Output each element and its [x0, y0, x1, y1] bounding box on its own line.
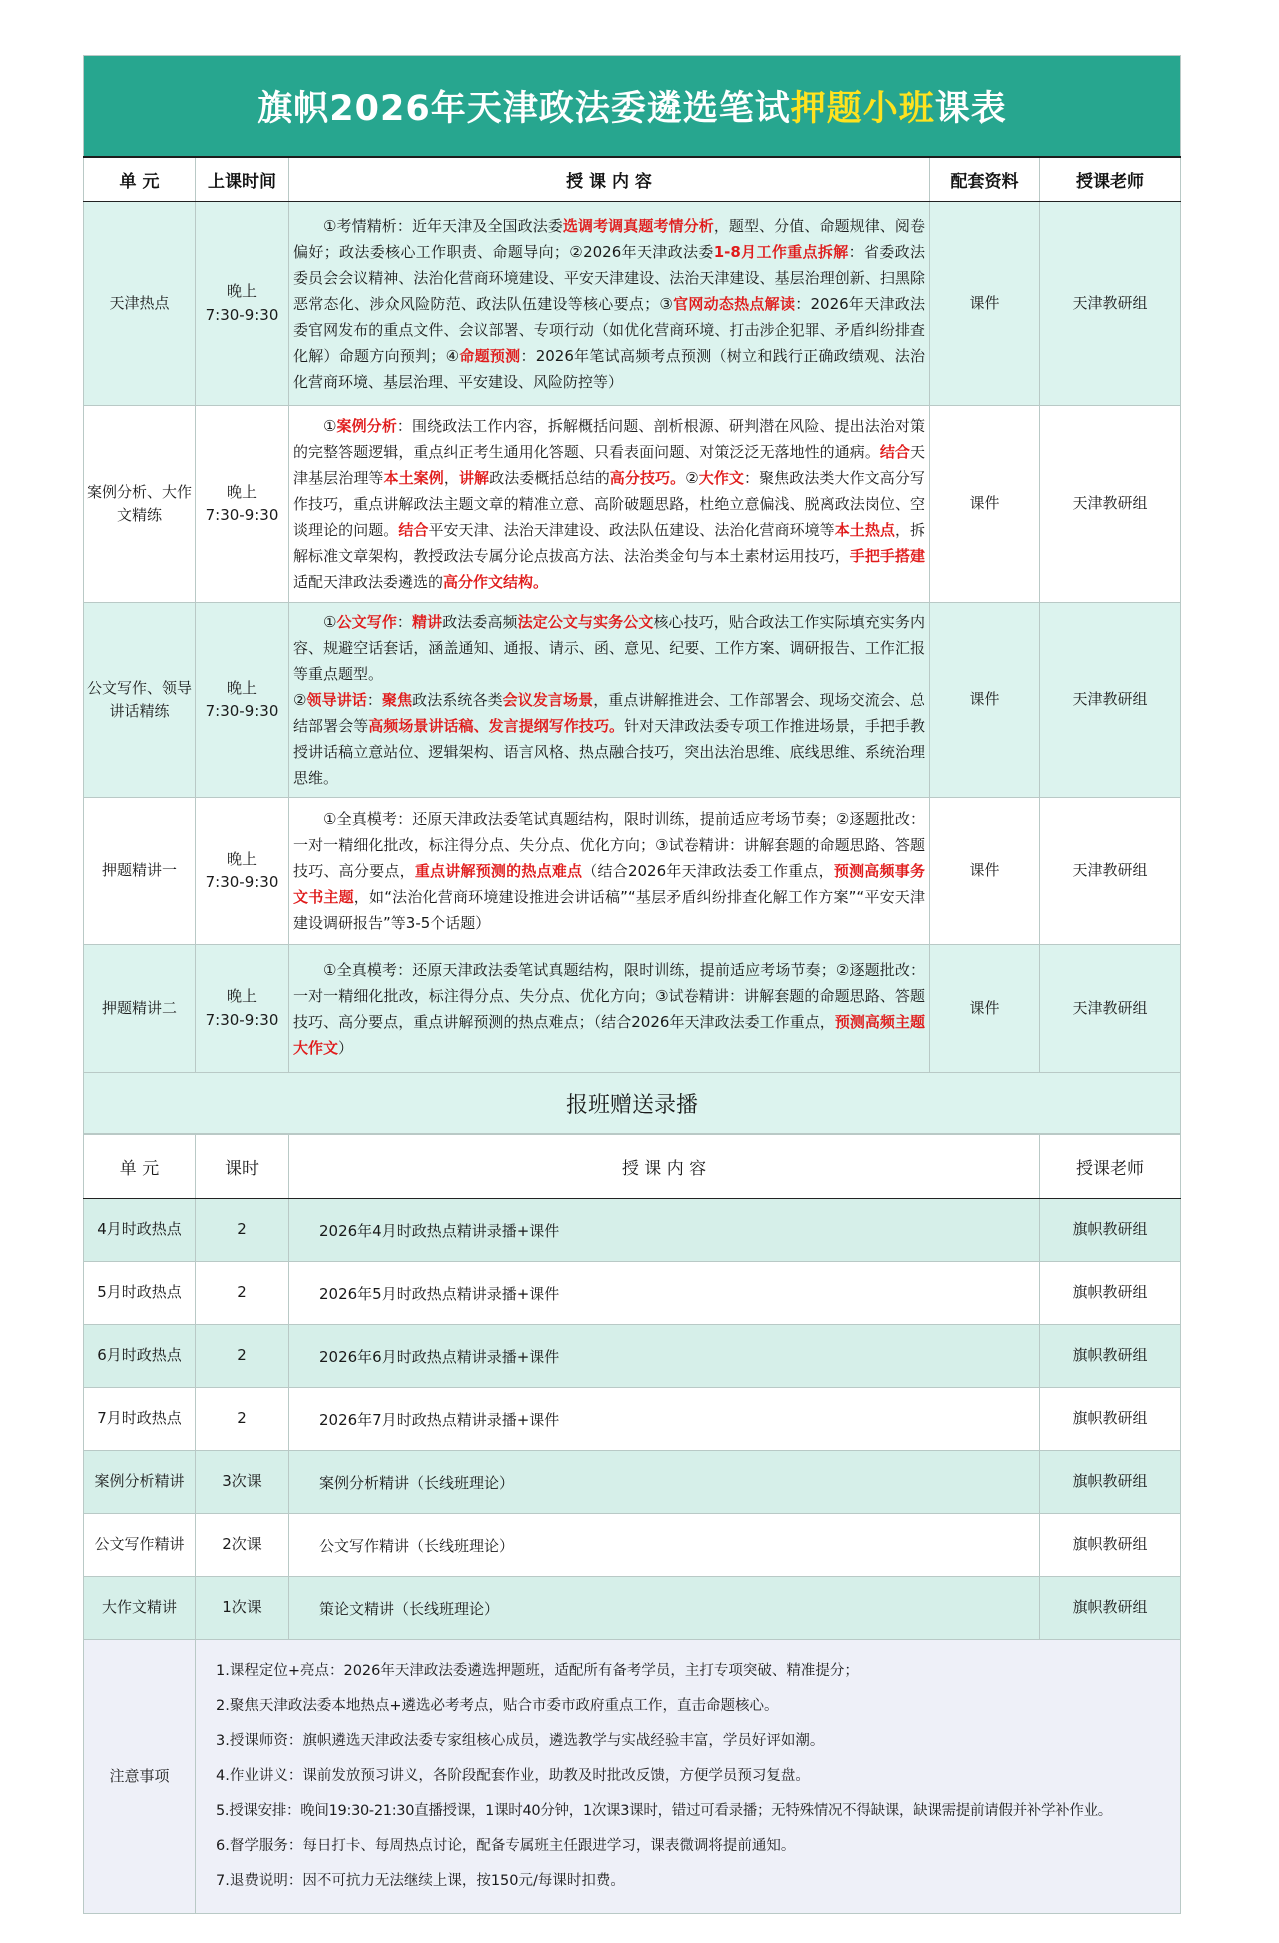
- bonus-table: [83, 1134, 1181, 1914]
- bonus-hours: 2: [196, 1199, 289, 1262]
- teacher-cell: 天津教研组: [1040, 798, 1181, 945]
- title-text-highlight: 押题小班: [790, 89, 935, 129]
- emphasis-text: 精讲: [412, 613, 443, 631]
- bonus-hours: 2: [196, 1262, 289, 1325]
- content-text: 政法系统各类: [412, 691, 503, 709]
- bonus-hours: 3次课: [196, 1451, 289, 1514]
- schedule-sheet: [83, 55, 1180, 1914]
- notes-list: [196, 1640, 1181, 1914]
- table-row: [84, 406, 1181, 603]
- emphasis-text: 聚焦: [381, 691, 413, 709]
- table-row: [84, 603, 1181, 798]
- content-text: 平安天津、法治天津建设、政法队伍建设、法治化营商环境等: [428, 521, 835, 539]
- bonus-row: [84, 1514, 1181, 1577]
- content-text: ①全真模考：还原天津政法委笔试真题结构，限时训练，提前适应考场节奏；②逐题批改：一对一精细化批改，标注得分点、失分点、优化方向；③试卷精讲：讲解套题的命题思路、答题技巧、高分要点，重点讲解预测的热点难点；（结合2026年天津政法委工作重点，: [293, 960, 925, 1031]
- teacher-cell: 天津教研组: [1040, 945, 1181, 1073]
- emphasis-text: 官网动态热点解读: [673, 294, 796, 313]
- header-teacher: 授课老师: [1040, 157, 1181, 202]
- emphasis-text: 预测高频主题大作文: [293, 1012, 925, 1057]
- bonus-hours: 1次课: [196, 1577, 289, 1640]
- note-item: 2.聚焦天津政法委本地热点+遴选必考考点，贴合市委市政府重点工作，直击命题核心。: [216, 1698, 779, 1714]
- content-text: 适配天津政法委遴选的: [293, 573, 444, 591]
- title-text-main: 旗帜2026年天津政法委遴选笔试: [257, 89, 791, 129]
- note-item: 3.授课师资：旗帜遴选天津政法委专家组核心成员，遴选教学与实战经验丰富，学员好评如潮。: [216, 1733, 825, 1749]
- content-text: 天津基层治理等: [293, 443, 925, 487]
- content-text: ：省委政法委员会会议精神、法治化营商环境建设、平安天津建设、法治天津建设、基层治理创新、扫黑除恶常态化、涉众风险防范、政法队伍建设等核心要点；③: [293, 242, 925, 313]
- bonus-unit: 7月时政热点: [84, 1388, 196, 1451]
- bonus-unit: 大作文精讲: [84, 1577, 196, 1640]
- bonus-content: 公文写作精讲（长线班理论）: [289, 1514, 1040, 1577]
- notes-label: 注意事项: [84, 1640, 196, 1914]
- table-row: [84, 798, 1181, 945]
- content-text: ：聚焦政法类大作文高分写作技巧，重点讲解政法主题文章的精准立意、高阶破题思路，杜绝立意偏浅、脱离政法岗位、空谈理论的问题。: [293, 469, 925, 539]
- bonus-unit: 公文写作精讲: [84, 1514, 196, 1577]
- material-cell: 课件: [930, 603, 1040, 798]
- emphasis-text: 公文写作: [336, 613, 397, 631]
- emphasis-text: 讲解: [458, 469, 490, 487]
- emphasis-text: 高分作文结构。: [443, 573, 549, 591]
- bonus-row: [84, 1577, 1181, 1640]
- header-content: 授 课 内 容: [289, 157, 930, 202]
- content-text: 政法委高频: [442, 613, 518, 631]
- content-text: ①全真模考：还原天津政法委笔试真题结构，限时训练，提前适应考场节奏；②逐题批改：一对一精细化批改，标注得分点、失分点、优化方向；③试卷精讲：讲解套题的命题思路、答题技巧、高分要点，: [293, 810, 925, 880]
- bonus-teacher: 旗帜教研组: [1040, 1199, 1181, 1262]
- emphasis-text: 案例分析: [336, 417, 397, 435]
- content-text: 针对天津政法委专项工作推进场景，手把手教授讲话稿立意站位、逻辑架构、语言风格、热点融合技巧，突出法治思维、底线思维、系统治理思维。: [293, 717, 925, 787]
- content-text: ）: [338, 1038, 354, 1057]
- bonus-hours: 2: [196, 1325, 289, 1388]
- time-cell: 晚上 7:30-9:30: [196, 406, 289, 603]
- table-header-row: [84, 157, 1181, 202]
- bonus-content: 2026年5月时政热点精讲录播+课件: [289, 1262, 1040, 1325]
- notes-row: [84, 1640, 1181, 1914]
- content-text: ，: [443, 469, 459, 487]
- content-text: ，重点讲解推进会、工作部署会、现场交流会、总结部署会等: [293, 691, 925, 735]
- emphasis-text: 本土案例: [383, 469, 444, 487]
- content-text: ②: [293, 691, 307, 709]
- unit-cell: 案例分析、大作文精练: [84, 406, 196, 603]
- emphasis-text: 结合: [879, 443, 910, 461]
- content-text: （结合2026年天津政法委工作重点，: [582, 862, 834, 880]
- bonus-unit: 案例分析精讲: [84, 1451, 196, 1514]
- bonus-teacher: 旗帜教研组: [1040, 1325, 1181, 1388]
- table-row: [84, 945, 1181, 1073]
- bonus-unit: 5月时政热点: [84, 1262, 196, 1325]
- bonus-row: [84, 1325, 1181, 1388]
- emphasis-text: 本土热点: [834, 521, 895, 539]
- content-text: 核心技巧，贴合政法工作实际填充实务内容、规避空话套话，涵盖通知、通报、请示、函、意见、纪要、工作方案、调研报告、工作汇报等重点题型。: [293, 613, 925, 683]
- unit-cell: 押题精讲一: [84, 798, 196, 945]
- emphasis-text: 预测高频事务文书主题: [293, 862, 925, 906]
- emphasis-text: 结合: [398, 521, 429, 539]
- bonus-header-unit: 单 元: [84, 1135, 196, 1199]
- header-unit: 单 元: [84, 157, 196, 202]
- material-cell: 课件: [930, 202, 1040, 406]
- time-cell: 晚上 7:30-9:30: [196, 202, 289, 406]
- time-cell: 晚上 7:30-9:30: [196, 798, 289, 945]
- content-cell: [289, 406, 930, 603]
- emphasis-text: 法定公文与实务公文: [517, 613, 654, 631]
- emphasis-text: 选调考调真题考情分析: [562, 216, 714, 235]
- emphasis-text: 领导讲话: [306, 691, 367, 709]
- teacher-cell: 天津教研组: [1040, 603, 1181, 798]
- bonus-teacher: 旗帜教研组: [1040, 1577, 1181, 1640]
- header-material: 配套资料: [930, 157, 1040, 202]
- content-text: ，拆解标准文章架构，教授政法专属分论点拔高方法、法治类金句与本土素材运用技巧，: [293, 521, 925, 565]
- emphasis-text: 手把手搭建: [849, 547, 925, 565]
- unit-cell: 押题精讲二: [84, 945, 196, 1073]
- bonus-teacher: 旗帜教研组: [1040, 1451, 1181, 1514]
- bonus-row: [84, 1451, 1181, 1514]
- bonus-header-hours: 课时: [196, 1135, 289, 1199]
- title-text-end: 课表: [934, 89, 1007, 129]
- bonus-teacher: 旗帜教研组: [1040, 1514, 1181, 1577]
- note-item: 1.课程定位+亮点：2026年天津政法委遴选押题班，适配所有备考学员，主打专项突破、精准提分；: [216, 1663, 859, 1679]
- content-text: ①: [323, 417, 337, 435]
- content-text: ，题型、分值、命题规律、阅卷偏好；政法委核心工作职责、命题导向；②2026年天津政法委: [293, 216, 925, 261]
- content-text: ：: [366, 691, 382, 709]
- bonus-hours: 2次课: [196, 1514, 289, 1577]
- bonus-teacher: 旗帜教研组: [1040, 1262, 1181, 1325]
- schedule-table: [83, 55, 1181, 1134]
- bonus-unit: 4月时政热点: [84, 1199, 196, 1262]
- content-cell: [289, 945, 930, 1073]
- emphasis-text: 大作文: [698, 469, 745, 487]
- table-row: [84, 202, 1181, 406]
- emphasis-text: 命题预测: [459, 346, 521, 365]
- emphasis-text: 高频场景讲话稿、发言提纲写作技巧。: [368, 717, 625, 735]
- bonus-teacher: 旗帜教研组: [1040, 1388, 1181, 1451]
- page-title: [84, 56, 1181, 158]
- content-text: ，如“法治化营商环境建设推进会讲话稿”“基层矛盾纠纷排查化解工作方案”“平安天津建设调研报告”等3-5个话题）: [293, 888, 925, 932]
- time-cell: 晚上 7:30-9:30: [196, 603, 289, 798]
- bonus-header-row: [84, 1135, 1181, 1199]
- content-text: ：2026年天津政法委官网发布的重点文件、会议部署、专项行动（如优化营商环境、打击涉企犯罪、矛盾纠纷排查化解）命题方向预判；④: [293, 294, 925, 365]
- bonus-content: 2026年4月时政热点精讲录播+课件: [289, 1199, 1040, 1262]
- unit-cell: 天津热点: [84, 202, 196, 406]
- unit-cell: 公文写作、领导讲话精练: [84, 603, 196, 798]
- note-item: 6.督学服务：每日打卡、每周热点讨论，配备专属班主任跟进学习，课表微调将提前通知。: [216, 1838, 796, 1854]
- material-cell: 课件: [930, 798, 1040, 945]
- content-text: ：: [396, 613, 412, 631]
- note-item: 5.授课安排：晚间19:30-21:30直播授课，1课时40分钟，1次课3课时，错过可看录播；无特殊情况不得缺课，缺课需提前请假并补学补作业。: [216, 1803, 1112, 1819]
- bonus-header-content: 授 课 内 容: [289, 1135, 1040, 1199]
- emphasis-text: 高分技巧。: [609, 469, 686, 487]
- bonus-row: [84, 1388, 1181, 1451]
- content-text: ①考情精析：近年天津及全国政法委: [323, 216, 563, 235]
- bonus-content: 策论文精讲（长线班理论）: [289, 1577, 1040, 1640]
- emphasis-text: 1-8月工作重点拆解: [713, 242, 849, 261]
- teacher-cell: 天津教研组: [1040, 202, 1181, 406]
- emphasis-text: 重点讲解预测的热点难点: [414, 862, 583, 880]
- teacher-cell: 天津教研组: [1040, 406, 1181, 603]
- time-cell: 晚上 7:30-9:30: [196, 945, 289, 1073]
- emphasis-text: 会议发言场景: [502, 691, 594, 709]
- bonus-content: 2026年6月时政热点精讲录播+课件: [289, 1325, 1040, 1388]
- bonus-header-teacher: 授课老师: [1040, 1135, 1181, 1199]
- content-text: ②: [685, 469, 699, 487]
- material-cell: 课件: [930, 406, 1040, 603]
- content-text: ：2026年笔试高频考点预测（树立和践行正确政绩观、法治化营商环境、基层治理、平安建设、风险防控等）: [293, 346, 925, 391]
- note-item: 4.作业讲义：课前发放预习讲义，各阶段配套作业，助教及时批改反馈，方便学员预习复盘。: [216, 1768, 810, 1784]
- bonus-unit: 6月时政热点: [84, 1325, 196, 1388]
- content-cell: [289, 798, 930, 945]
- content-text: ①: [323, 613, 337, 631]
- content-cell: [289, 202, 930, 406]
- bonus-hours: 2: [196, 1388, 289, 1451]
- bonus-section-title: 报班赠送录播: [84, 1073, 1181, 1134]
- content-cell: [289, 603, 930, 798]
- material-cell: 课件: [930, 945, 1040, 1073]
- note-item: 7.退费说明：因不可抗力无法继续上课，按150元/每课时扣费。: [216, 1873, 625, 1889]
- bonus-content: 案例分析精讲（长线班理论）: [289, 1451, 1040, 1514]
- bonus-row: [84, 1262, 1181, 1325]
- bonus-row: [84, 1199, 1181, 1262]
- header-time: 上课时间: [196, 157, 289, 202]
- bonus-content: 2026年7月时政热点精讲录播+课件: [289, 1388, 1040, 1451]
- content-text: ：围绕政法工作内容，拆解概括问题、剖析根源、研判潜在风险、提出法治对策的完整答题逻辑，重点纠正考生通用化答题、只看表面问题、对策泛泛无落地性的通病。: [293, 417, 925, 461]
- content-text: 政法委概括总结的: [489, 469, 610, 487]
